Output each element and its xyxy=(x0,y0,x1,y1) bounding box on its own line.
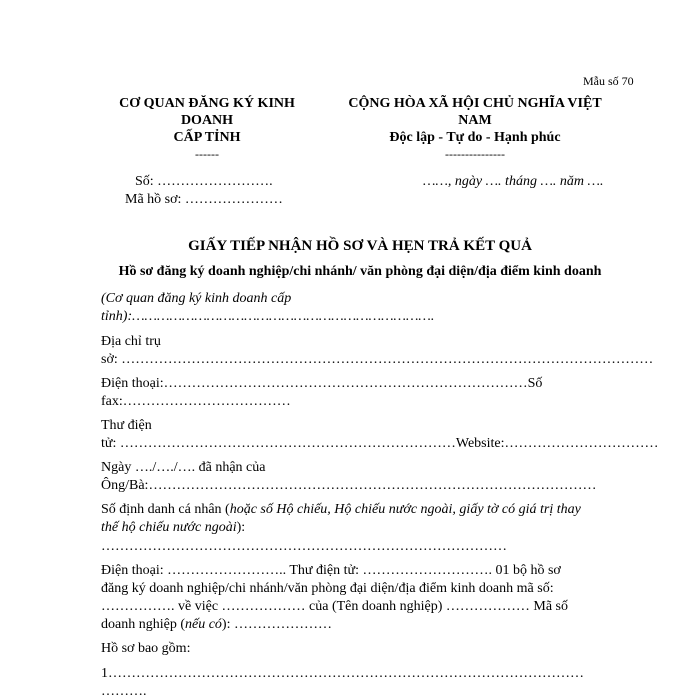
phone-block-line3: ……………. về việc ……………… của (Tên doanh nghiệp) ……………… Mã số xyxy=(101,599,568,614)
document-number: Số: ……………………. xyxy=(135,174,273,189)
agency-header-line2: DOANH xyxy=(180,113,234,128)
national-motto: Độc lập - Tự do - Hạnh phúc xyxy=(389,130,561,145)
national-title-line1: CỘNG HÒA XÃ HỘI CHỦ NGHĨA VIỆT xyxy=(348,96,602,111)
id-document-line2 xyxy=(101,521,245,535)
dossier-item-1-line2: ………. xyxy=(101,684,147,699)
id-document-line1 xyxy=(101,503,581,517)
id-document-colon: ): xyxy=(236,520,246,535)
email-website-line2: tử: ………………………………………………………………Website:…………………………… xyxy=(101,436,659,451)
phone-block-line2: đăng ký doanh nghiệp/chi nhánh/văn phòng đại diện/địa điểm kinh doanh mã số: xyxy=(101,581,554,596)
agency-header-line3: CẤP TỈNH xyxy=(173,130,241,145)
phone-block-line4 xyxy=(101,618,332,632)
id-document-note: hoặc số Hộ chiếu, Hộ chiếu nước ngoài, giấy tờ có giá trị thay xyxy=(229,502,581,517)
enterprise-code-blank: ): ………………… xyxy=(221,617,332,632)
dossier-includes-heading: Hồ sơ bao gồm: xyxy=(101,641,191,656)
enterprise-code-note: nếu có xyxy=(184,617,222,632)
document-subtitle: Hồ sơ đăng ký doanh nghiệp/chi nhánh/ văn phòng đại diện/địa điểm kinh doanh xyxy=(118,264,602,279)
enterprise-code-label: doanh nghiệp ( xyxy=(101,617,185,632)
id-document-line3: …………………………………………………………………………… xyxy=(101,539,507,554)
email-website-line1: Thư điện xyxy=(101,418,152,433)
left-header-divider: ------ xyxy=(195,147,219,161)
id-document-label: Số định danh cá nhân ( xyxy=(101,502,230,517)
agency-header-line1: CƠ QUAN ĐĂNG KÝ KINH xyxy=(119,96,295,111)
date-line: ……, ngày …. tháng …. năm …. xyxy=(423,174,604,189)
dossier-item-1-line1: 1………………………………………………………………………………………… xyxy=(101,666,584,681)
form-number: Mẫu số 70 xyxy=(583,74,634,88)
agency-field-line1: (Cơ quan đăng ký kinh doanh cấp xyxy=(101,291,292,306)
national-title-line2: NAM xyxy=(458,113,492,128)
received-from-line1: Ngày …./…./…. đã nhận của xyxy=(101,460,266,475)
phone-fax-line1: Điện thoại:……………………………………………………………………Số xyxy=(101,376,543,391)
right-header-divider: --------------- xyxy=(445,147,505,161)
document-title: GIẤY TIẾP NHẬN HỒ SƠ VÀ HẸN TRẢ KẾT QUẢ xyxy=(188,238,532,254)
received-from-line2: Ông/Bà:…………………………………………………………………………………… xyxy=(101,478,597,493)
id-document-note-cont: thế hộ chiếu nước ngoài xyxy=(101,520,237,535)
dossier-code: Mã hồ sơ: ………………… xyxy=(125,192,283,207)
address-field-line2: sở: …………………………………………………………………………………………………… xyxy=(101,352,654,367)
phone-fax-line2: fax:……………………………… xyxy=(101,394,291,409)
address-field-line1: Địa chỉ trụ xyxy=(101,334,161,349)
phone-block-line1: Điện thoại: …………………….. Thư điện tử: ………………………. 01 bộ hồ sơ xyxy=(101,563,561,578)
agency-field-line2: tỉnh):………………………………………………………………. xyxy=(101,309,435,324)
